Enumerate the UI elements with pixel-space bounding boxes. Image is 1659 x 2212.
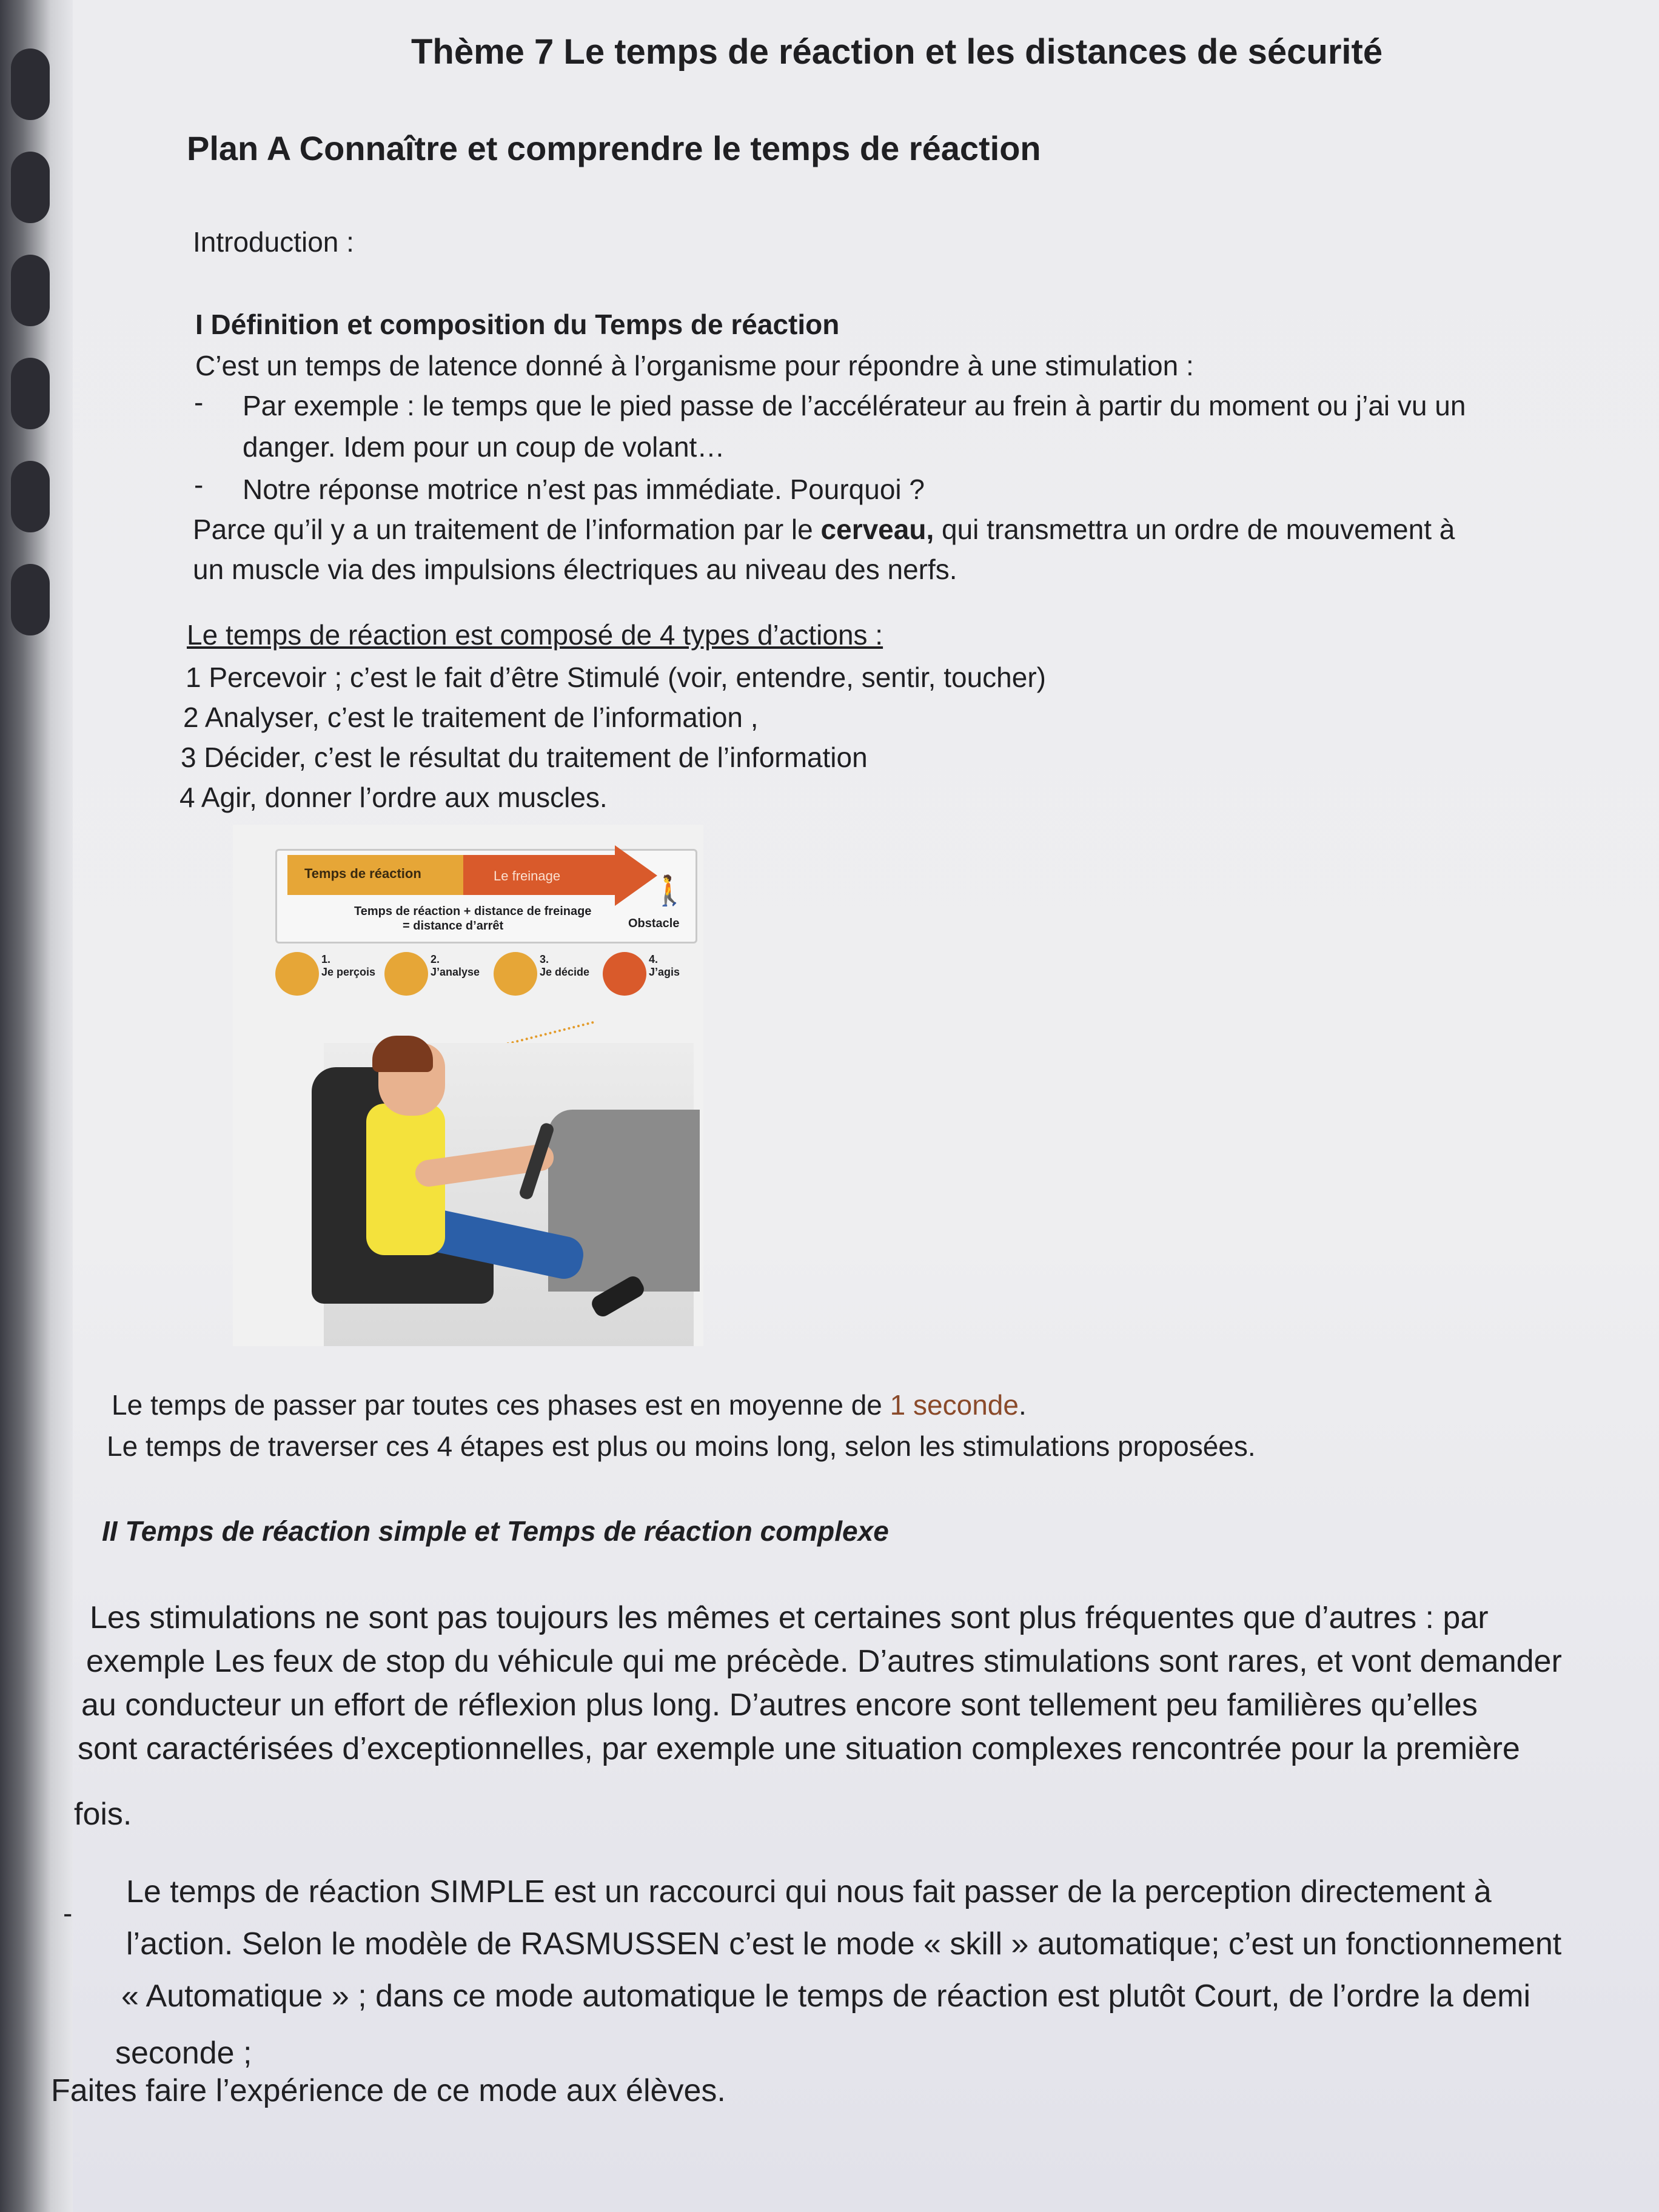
bullet-1-line-1: Par exemple : le temps que le pied passe de l’accélérateur au frein à partir du moment ou j’ai vu un — [243, 390, 1466, 421]
binder-hole — [11, 49, 50, 120]
simple-line: Le temps de réaction SIMPLE est un raccourci qui nous fait passer de la perception directement à — [126, 1874, 1492, 1909]
formula-line-2: = distance d’arrêt — [403, 919, 504, 933]
step-item: 3 Décider, c’est le résultat du traitement de l’information — [181, 742, 868, 773]
simple-line: « Automatique » ; dans ce mode automatique le temps de réaction est plutôt Court, de l’ordre la demi — [121, 1979, 1531, 2014]
step-item: 1 Percevoir ; c’est le fait d’être Stimulé (voir, entendre, sentir, toucher) — [186, 662, 1046, 693]
duration-variance-line: Le temps de traverser ces 4 étapes est plus ou moins long, selon les stimulations proposées. — [107, 1430, 1256, 1462]
because-line-2: un muscle via des impulsions électriques au niveau des nerfs. — [193, 554, 957, 585]
binder-hole — [11, 255, 50, 326]
average-time-value: 1 seconde — [890, 1389, 1019, 1421]
bullet-dash: - — [63, 1897, 73, 1929]
average-time-text: Le temps de passer par toutes ces phases est en moyenne de — [112, 1389, 890, 1421]
step-item: 4 Agir, donner l’ordre aux muscles. — [179, 782, 608, 813]
driver-hair — [372, 1036, 433, 1072]
reaction-time-label: Temps de réaction — [304, 866, 421, 881]
step-item: 2 Analyser, c’est le traitement de l’information , — [183, 702, 759, 733]
composition-title: Le temps de réaction est composé de 4 types d’actions : — [187, 619, 883, 651]
because-text: qui transmettra un ordre de mouvement à — [934, 514, 1455, 545]
binder-hole — [11, 564, 50, 635]
binder-hole — [11, 461, 50, 532]
binder-edge — [0, 0, 73, 2212]
closing-instruction: Faites faire l’expérience de ce mode aux élèves. — [51, 2073, 726, 2108]
bullet-1-line-2: danger. Idem pour un coup de volant… — [243, 431, 725, 463]
plan-heading: Plan A Connaître et comprendre le temps de réaction — [187, 129, 1041, 167]
paragraph-line: fois. — [74, 1797, 132, 1832]
because-line-1 — [193, 513, 1455, 546]
because-emphasis: cerveau, — [820, 514, 934, 545]
binder-hole — [11, 152, 50, 223]
brain-icon — [494, 952, 537, 996]
step-label: 4. J’agis — [649, 953, 680, 978]
formula-line-1: Temps de réaction + distance de freinage — [354, 905, 592, 918]
page-title: Thème 7 Le temps de réaction et les distances de sécurité — [411, 32, 1383, 72]
average-time-line — [112, 1389, 1027, 1421]
step-label: 2. J’analyse — [431, 953, 480, 978]
intro-label: Introduction : — [193, 226, 354, 258]
simple-line: l’action. Selon le modèle de RASMUSSEN c’est le mode « skill » automatique; c’est un fonctionnement — [126, 1926, 1562, 1962]
reaction-time-illustration — [233, 825, 703, 1346]
eye-icon — [275, 952, 319, 996]
because-text: Parce qu’il y a un traitement de l’information par le — [193, 514, 821, 545]
braking-label: Le freinage — [494, 868, 561, 883]
paragraph-line: au conducteur un effort de réflexion plus long. D’autres encore sont tellement peu familières qu’elles — [81, 1687, 1478, 1723]
step-label: 3. Je décide — [540, 953, 590, 978]
bullet-2: Notre réponse motrice n’est pas immédiate. Pourquoi ? — [243, 474, 925, 505]
pedestrian-icon: 🚶 — [651, 875, 688, 907]
step-label: 1. Je perçois — [321, 953, 376, 978]
binder-hole — [11, 358, 50, 429]
obstacle-label: Obstacle — [628, 917, 680, 930]
average-time-text: . — [1018, 1389, 1027, 1421]
section-2-heading: II Temps de réaction simple et Temps de réaction complexe — [102, 1515, 889, 1547]
bullet-dash: - — [194, 469, 204, 500]
paragraph-line: exemple Les feux de stop du véhicule qui me précède. D’autres stimulations sont rares, et vont demander — [86, 1644, 1562, 1679]
section-1-heading: I Définition et composition du Temps de réaction — [195, 309, 840, 340]
definition-text: C’est un temps de latence donné à l’organisme pour répondre à une stimulation : — [195, 350, 1194, 381]
bullet-dash: - — [194, 386, 204, 418]
paragraph-line: Les stimulations ne sont pas toujours les mêmes et certaines sont plus fréquentes que d’autres : par — [90, 1600, 1489, 1635]
action-burst-icon — [603, 952, 646, 996]
paragraph-line: sont caractérisées d’exceptionnelles, par exemple une situation complexes rencontrée pour la première — [78, 1731, 1520, 1766]
gears-icon — [384, 952, 428, 996]
simple-line: seconde ; — [115, 2036, 252, 2071]
